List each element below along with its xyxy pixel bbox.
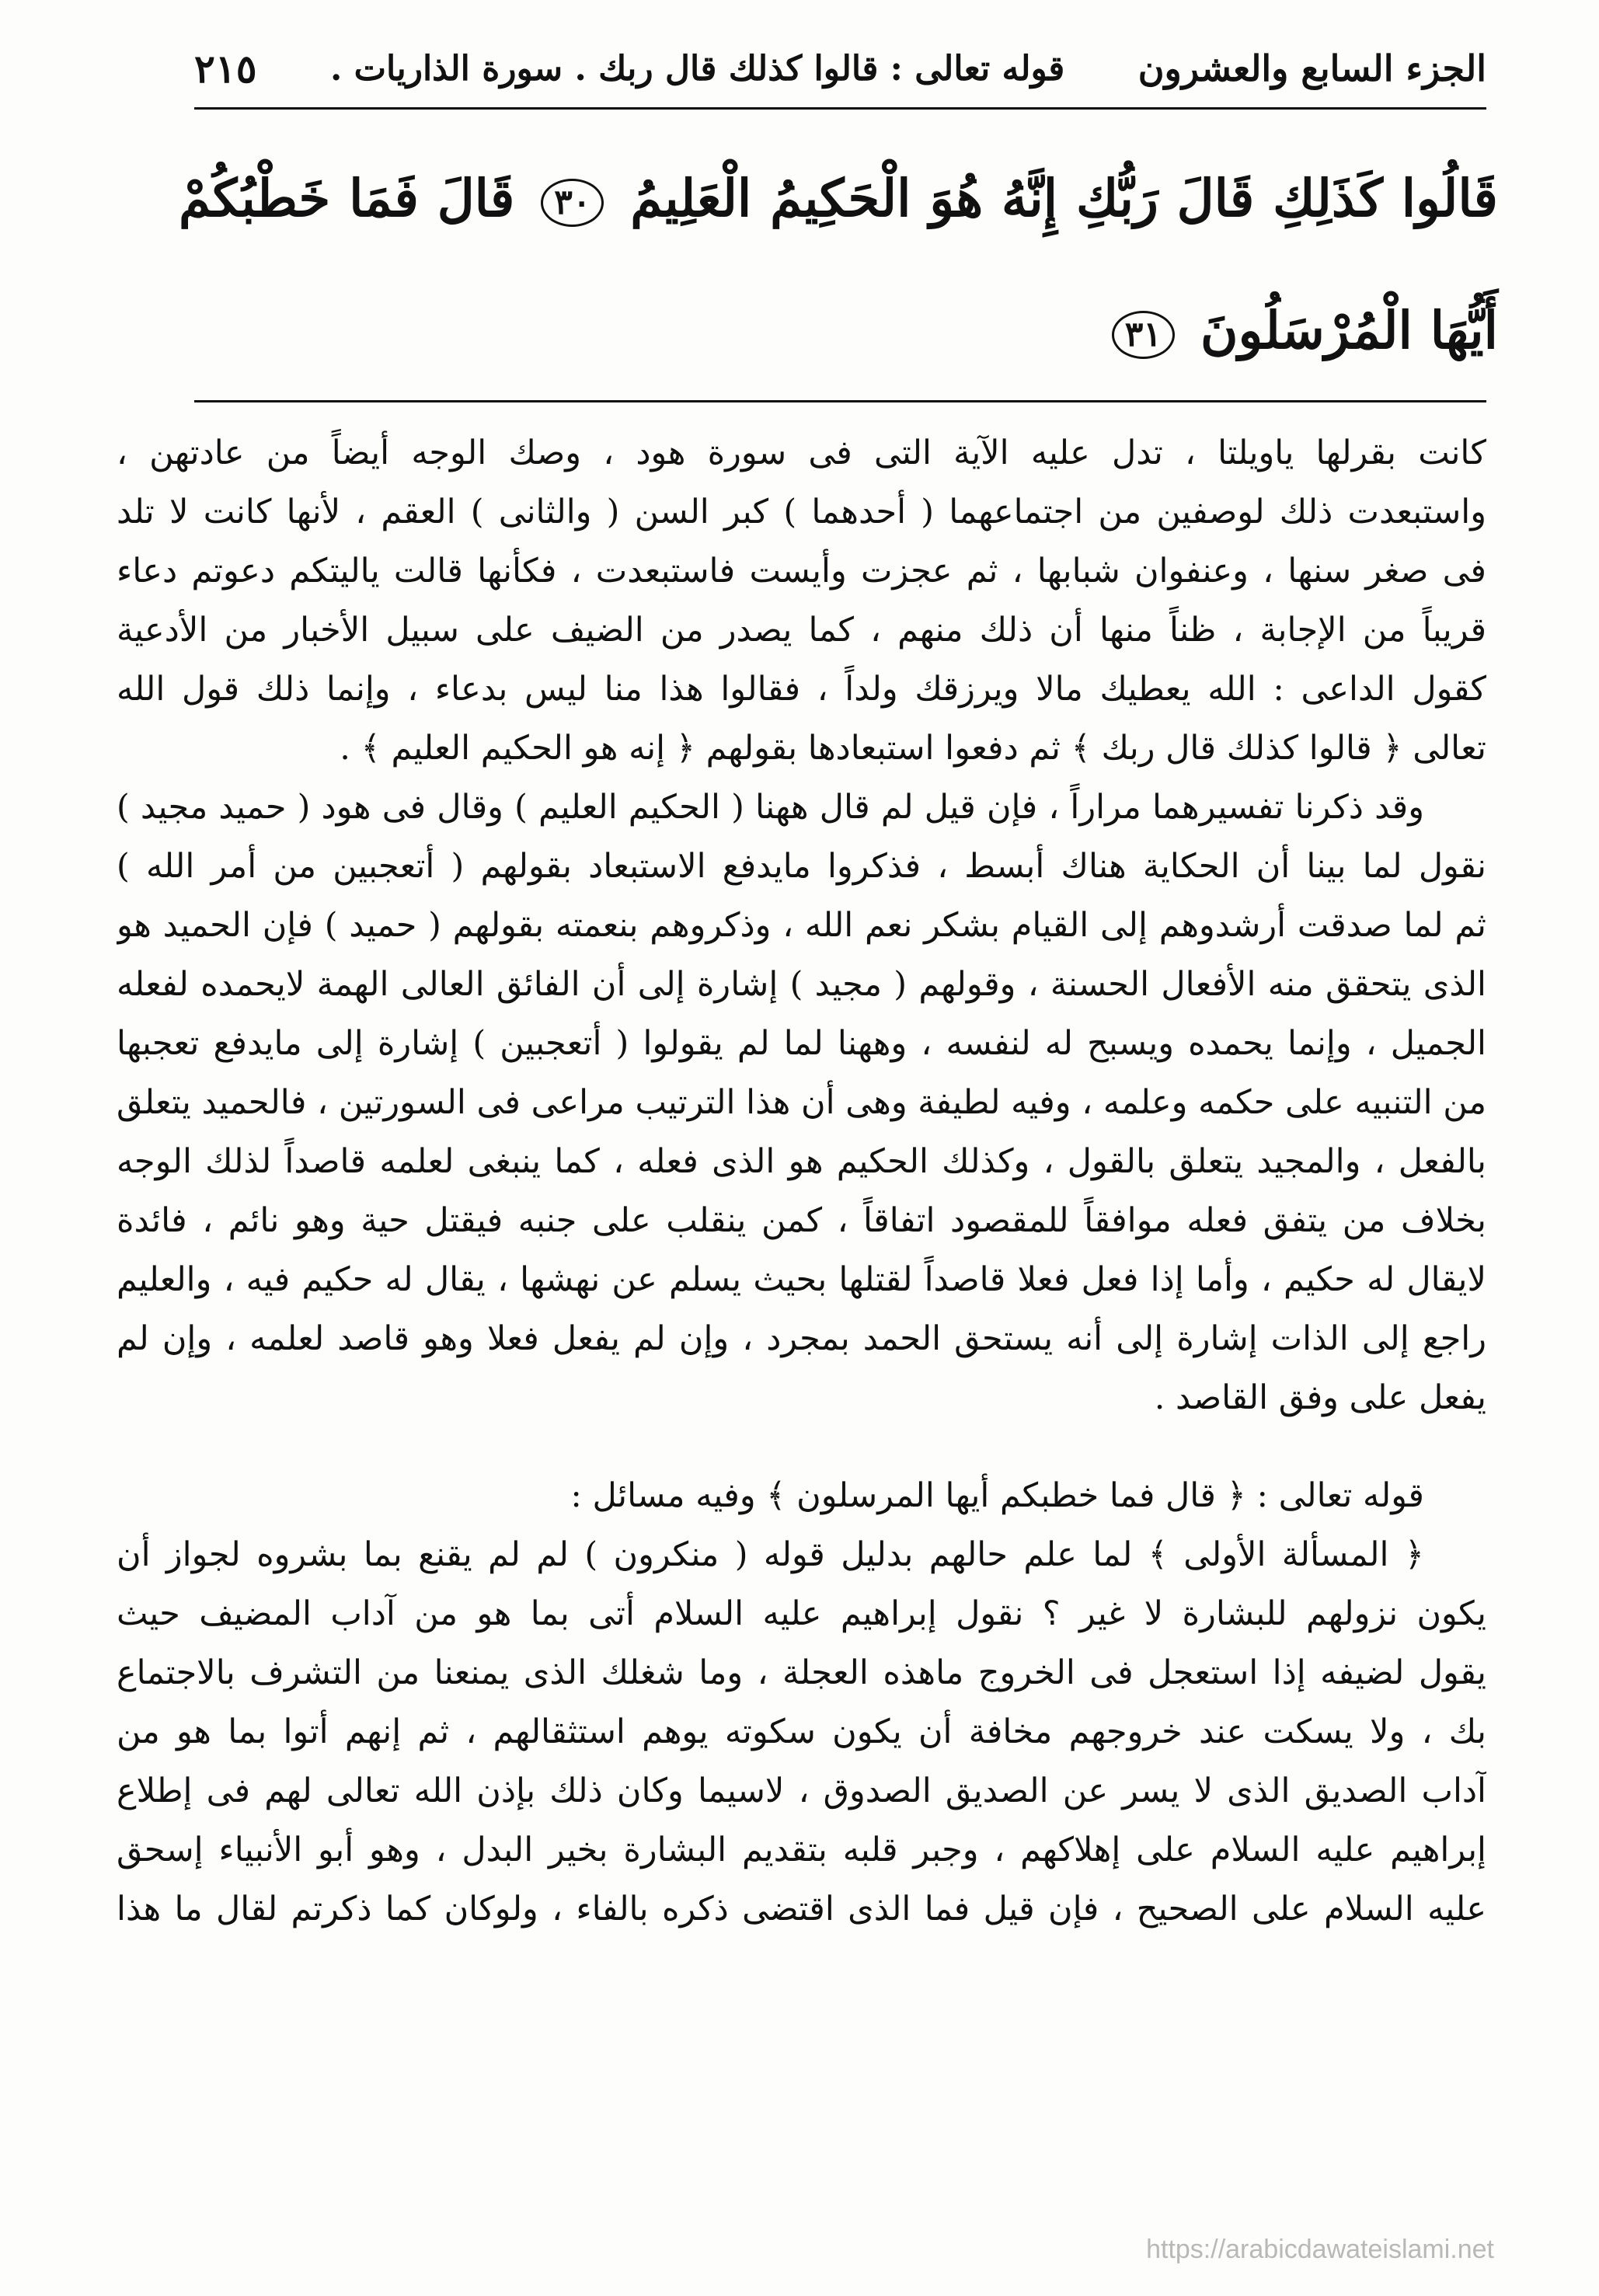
page-number: ٢١٥ bbox=[194, 45, 257, 92]
verse-line-2 bbox=[179, 264, 1498, 396]
ayah-marker: ٣٠ bbox=[541, 179, 604, 227]
juz-title: الجزء السابع والعشرون bbox=[1137, 47, 1486, 89]
ayah-marker: ٣١ bbox=[1112, 311, 1175, 359]
verse-text: قَالُوا كَذَلِكِ قَالَ رَبُّكِ إِنَّهُ هُوَ الْحَكِيمُ الْعَلِيمُ bbox=[630, 168, 1498, 228]
text-line: الذى يتحقق منه الأفعال الحسنة ، وقولهم ( مجيد ) إشارة إلى أن الفائق العالى الهمة لايحمده لفعله bbox=[117, 965, 1486, 1004]
text-line: يفعل على وفق القاصد . bbox=[1154, 1378, 1486, 1417]
verse-text: أَيُّهَا الْمُرْسَلُونَ bbox=[1200, 300, 1498, 361]
text-line: راجع إلى الذات إشارة إلى أنه يستحق الحمد بمجرد ، وإن لم يفعل فعلا وهو قاصد لعلمه ، وإن لم bbox=[117, 1319, 1486, 1358]
text-line: بالفعل ، والمجيد يتعلق بالقول ، وكذلك الحكيم هو الذى فعله ، كما ينبغى لعلمه قاصداً لذلك الوجه bbox=[117, 1142, 1486, 1181]
running-header bbox=[194, 37, 1486, 99]
text-line: إبراهيم عليه السلام على إهلاكهم ، وجبر قلبه بتقديم البشارة بخير البدل ، وهو أبو الأنبياء إسحق bbox=[117, 1831, 1486, 1869]
text-line: كانت بقرلها ياويلتا ، تدل عليه الآية التى فى سورة هود ، وصك الوجه أيضاً من عادتهن ، bbox=[117, 434, 1486, 472]
commentary-text bbox=[117, 423, 1486, 1939]
text-line: كقول الداعى : الله يعطيك مالا ويرزقك ولداً ، فقالوا هذا منا ليس بدعاء ، وإنما ذلك قول الله bbox=[117, 670, 1486, 709]
header-rule bbox=[194, 107, 1486, 110]
text-line: قريباً من الإجابة ، ظناً منها أن ذلك منهم ، كما يصدر من الضيف على سبيل الأخبار من الأدعية bbox=[117, 611, 1486, 650]
text-line: يقول لضيفه إذا استعجل فى الخروج ماهذه العجلة ، وما شغلك الذى يمنعنا من التشرف بالاجتماع bbox=[117, 1653, 1486, 1692]
quran-verses bbox=[179, 132, 1498, 396]
text-line: فى صغر سنها ، وعنفوان شبابها ، ثم عجزت وأيست فاستبعدت ، فكأنها قالت ياليتكم دعوتم دعاء bbox=[117, 552, 1486, 591]
verse-line-1 bbox=[179, 132, 1498, 264]
question-line: قوله تعالى : ﴿ قال فما خطبكم أيها المرسلون ﴾ وفيه مسائل : bbox=[570, 1476, 1424, 1515]
text-line: بخلاف من يتفق فعله موافقاً للمقصود اتفاقاً ، كمن ينقلب على جنبه فيقتل حية وهو نائم ، فائدة bbox=[117, 1201, 1486, 1240]
text-line: من التنبيه على حكمه وعلمه ، وفيه لطيفة وهى أن هذا الترتيب مراعى فى السورتين ، فالحميد يتعلق bbox=[117, 1083, 1486, 1122]
watermark-url: https://arabicdawateislami.net bbox=[1146, 2235, 1494, 2264]
text-line: لايقال له حكيم ، وأما إذا فعل فعلا قاصداً لقتلها بحيث يسلم عن نهشها ، يقال له حكيم فيه ، والعليم bbox=[117, 1260, 1486, 1299]
text-line: واستبعدت ذلك لوصفين من اجتماعهما ( أحدهما ) كبر السن ( والثانى ) العقم ، لأنها كانت لا تلد bbox=[117, 493, 1486, 531]
text-line: ﴿ المسألة الأولى ﴾ لما علم حالهم بدليل قوله ( منكرون ) لم لم يقنع بما بشروه لجواز أن bbox=[117, 1535, 1424, 1574]
text-line: تعالى ﴿ قالوا كذلك قال ربك ﴾ ثم دفعوا استبعادها بقولهم ﴿ إنه هو الحكيم العليم ﴾ . bbox=[340, 729, 1486, 768]
text-line: عليه السلام على الصحيح ، فإن قيل فما الذى اقتضى ذكره بالفاء ، ولوكان كما ذكرتم لقال ما هذا bbox=[117, 1890, 1486, 1928]
text-line: يكون نزولهم للبشارة لا غير ؟ نقول إبراهيم عليه السلام أتى بما هو من آداب المضيف حيث bbox=[117, 1594, 1486, 1633]
text-line: ثم لما صدقت أرشدوهم إلى القيام بشكر نعم الله ، وذكروهم بنعمته بقولهم ( حميد ) فإن الحميد هو bbox=[117, 906, 1486, 945]
verse-text: قَالَ فَمَا خَطْبُكُمْ bbox=[179, 168, 515, 228]
text-line: نقول لما بينا أن الحكاية هناك أبسط ، فذكروا مايدفع الاستبعاد بقولهم ( أتعجبين من أمر الله ) bbox=[117, 847, 1486, 886]
running-title: قوله تعالى : قالوا كذلك قال ربك . سورة الذاريات . bbox=[330, 48, 1065, 89]
text-line: الجميل ، وإنما يحمده ويسبح له لنفسه ، وههنا لما لم يقولوا ( أتعجبين ) إشارة إلى مايدفع تعجبها bbox=[117, 1024, 1486, 1063]
text-line: وقد ذكرنا تفسيرهما مراراً ، فإن قيل لم قال ههنا ( الحكيم العليم ) وقال فى هود ( حميد مجيد ) bbox=[117, 788, 1424, 827]
spacer bbox=[117, 1427, 1486, 1466]
text-line: بك ، ولا يسكت عند خروجهم مخافة أن يكون سكوته يوهم استثقالهم ، ثم إنهم أتوا بما هو من bbox=[117, 1712, 1486, 1751]
verses-rule bbox=[194, 400, 1486, 402]
text-line: آداب الصديق الذى لا يسر عن الصديق الصدوق ، لاسيما وكان ذلك بإذن الله تعالى لهم فى إطلاع bbox=[117, 1772, 1486, 1810]
